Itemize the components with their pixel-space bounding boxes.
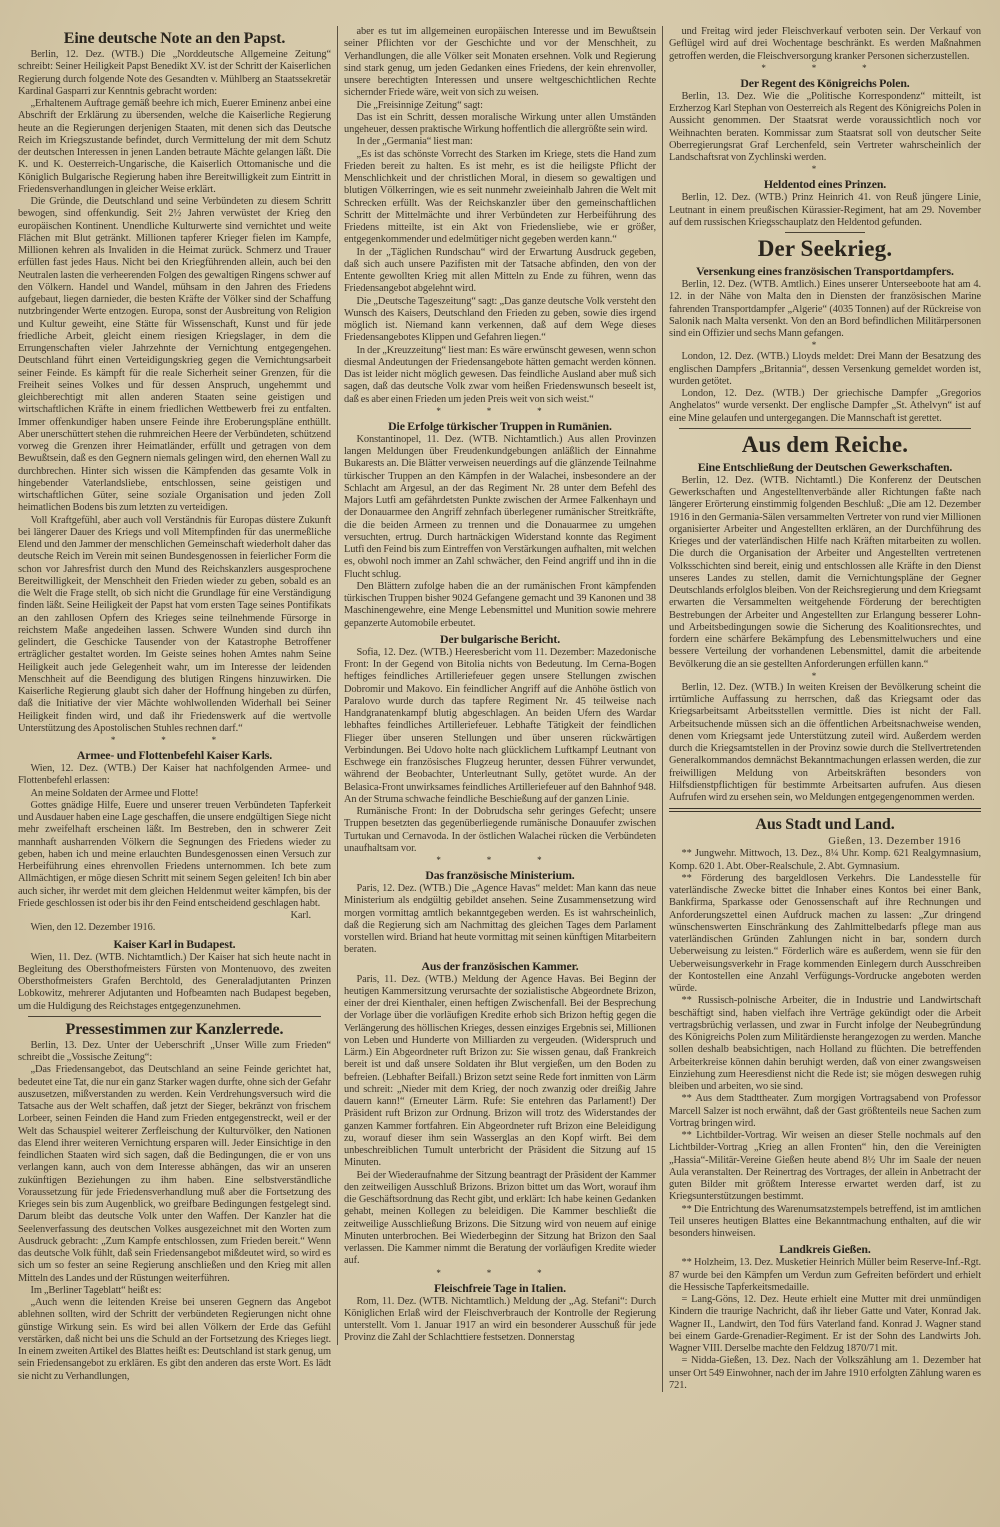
- column-1: [12, 26, 337, 1383]
- article-headline: Eine deutsche Note an den Papst.: [63, 30, 286, 47]
- newspaper-page: [12, 0, 988, 1392]
- article-paragraph: Die „Deutsche Tageszeitung“ sagt: „Das ganze deutsche Volk versteht den Wunsch des Kaisers, Deutschland den Frieden zu geben, sowie dies irgend möglich ist. Niemand kann verkennen, daß auf dem Wege dieses Friedensangebotes Klippen und Gefahren liegen.“: [344, 295, 656, 344]
- article-paragraph: Berlin, 12. Dez. (WTB.) Die „Norddeutsche Allgemeine Zeitung“ schreibt: Seiner Heiligkeit Papst Benedikt XV. ist der Schritt der Kaiserlichen Regierung durch folgende Note des Gesandten v. Mühlberg an Staatssekretär Kardinal Gasparri zur Kenntnis gebracht worden:: [18, 49, 331, 97]
- article-paragraph: Rumänische Front: In der Dobrudscha sehr geringes Gefecht; unsere Truppen besetzten das gegenüberliegende rumänische Donauufer zwischen Turtukan und Cernavoda. In der östlichen Walachei rücken die Verbündeten unaufhaltsam vor.: [344, 806, 656, 854]
- article-paragraph: ** Russisch-polnische Arbeiter, die in Industrie und Landwirtschaft beschäftigt sind, haben vielfach ihre Verträge gekündigt oder die Arbeit vertragsbrüchig verlassen, und zwar in Furcht infolge der Neubegründung des Königreichs Polen zum Militärdienste herangezogen zu werden. Manche sollen deshalb beabsichtigen, nach Holland zu flüchten. Die betreffenden Arbeiterkreise können dahin beruhigt werden, daß von einer zwangsweisen Einziehung zum Heeresdienst nicht die Rede ist; sie mögen deswegen ruhig bleiben und arbeiten, wo sie sind.: [669, 995, 981, 1092]
- article-paragraph: „Auch wenn die leitenden Kreise bei unseren Gegnern das Angebot ablehnen sollten, wird der Schritt der verbündeten Regierungen nicht ohne günstige Wirkung sein. Es wird bei allen Völkern der Erde das Gefühl verstärken, daß nicht bei uns die Schuld an der Fortsetzung des Krieges liegt. In einem zweiten Artikel des Blattes heißt es: Deutschland ist stark genug, um sein Friedensangebot zu erklären. Es gibt den anderen das erste Wort. Es lädt sie nicht zu Verhandlungen,: [18, 1297, 331, 1382]
- article-paragraph: Sofia, 12. Dez. (WTB.) Heeresbericht vom 11. Dezember: Mazedonische Front: In der Gegend von Bitolia nichts von Bedeutung. Im Cerna-Bogen heftiges feindliches Artilleriefeuer gegen unsere Stellungen zwischen Dobromir und Makovo. Ein feindlicher Angriff auf die Anhöhe östlich von Paralovo wurde durch das tapfere Regiment Nr. 45 teilweise nach Handgranatenkampf blutig abgeschlagen. An beiden Ufern des Wardar lebhaftes feindliches Artilleriefeuer. Lebhafte Tätigkeit der feindlichen Flieger über unseren Stellungen und über unseren rückwärtigen Verbindungen. Bei Udovo holte nach glücklichem Luftkampf Leutnant von Eschwege ein französisches Flugzeug herunter, dessen Führer verwundet, während der Beobachter, Unterleutnant Sully, getötet wurde. An der Belasica-Front unwirksames feindliches Artilleriefeuer auf den Bahnhof 948. An der Struma schwache feindliche Beschießung auf der ganzen Linie.: [344, 646, 656, 805]
- article-paragraph: aber es tut im allgemeinen europäischen Interesse und im Bewußtsein seiner Pflichten vor der Geschichte und vor der Menschheit, zu Verhandlungen, die alle Völker seit Monaten ersehnen. Volk und Regierung sind stark genug, um jeden Gedanken eines Friedens, der kein ehrenvoller, unsere berechtigten Interessen und unsere weltgeschichtlichen Rechte sichernder Friede wäre, weit von sich zu weisen.: [344, 26, 656, 99]
- article-paragraph: „Erhaltenem Auftrage gemäß beehre ich mich, Euerer Eminenz anbei eine Abschrift der Erklärung zu übersenden, welche die Kaiserliche Regierung heute an die Regierungen derjenigen Staaten, mit denen sich das Deutsche Reich im Kriegszustande befindet, durch Vermittelung der mit dem Schutz der deutschen Interessen in jenen Landen betraute Mächte gelangen läßt. Die K. und K. Oesterreich-Ungarische, die Kaiserlich Ottomanische und die Königlich Bulgarische Regierung haben ihre Bereitwilligkeit zum Eintritt in Friedensverhandlungen in gleicher Weise erklärt.: [18, 98, 331, 195]
- separator-asterisks: * * *: [761, 62, 889, 73]
- column-2: [337, 26, 662, 1345]
- article-paragraph: Berlin, 12. Dez. (WTB. Nichtamtl.) Die Konferenz der Deutschen Gewerkschaften und Angestelltenverbände aller Richtungen faßte nach längerer Erörterung einstimmig folgenden Beschluß: „Die am 12. Dezember 1916 in den Germania-Sälen versammelten Vertreter von rund vier Millionen organisierter Arbeiter und Angestellten erklären, an der Durchführung des Krieges und der vaterländischen Hilfe nach Kräften mitarbeiten zu wollen. Die durch die Organisation der Arbeiter und Angestellten vertretenen Volksschichten sind bereit, einig und entschlossen alle Kräfte in den Dienst unseres Landes zu stellen, damit die Vernichtungspläne der Gegner Deutschlands erfolglos bleiben. Von der Reichsregierung und dem Kriegsamt erwarten die Versammelten weitgehende Förderung der berechtigten Bestrebungen der Arbeiter und Angestellten zur Erlangung besserer Lohn- und Arbeitsbedingungen sowie die Sicherung des Koalitionsrechtes, und fordern eine schärfere Bekämpfung des Lebensmittelwuchers und eine bessere Verteilung der vorhandenen Lebensmittel, damit die arbeitende Bevölkerung die an sie gestellten Anforderungen erfüllen kann.“: [669, 474, 981, 670]
- article-paragraph: Berlin, 13. Dez. Unter der Ueberschrift „Unser Wille zum Frieden“ schreibt die „Vossische Zeitung“:: [18, 1039, 331, 1063]
- article-paragraph: „Das Friedensangebot, das Deutschland an seine Feinde gerichtet hat, bedeutet eine Tat, die nur ein ganz Starker wagen durfte, ohne sich der Gefahr auszusetzen, mißverstanden zu werden. Kein Verdrehungsversuch wird die Tatsache aus der Welt schaffen, daß jetzt der Sieger, bekränzt von frischem Lorbeer, seinen Feinden die Hand zum Frieden entgegenstreckt, weil er der Welt das Schauspiel weiterer Zerfleischung der Kulturvölker, den Nationen das Elend ihrer weiteren Vernichtung ersparen will. Jeder Einsichtige in den feindlichen Staaten wird sich sagen, daß die Bedingungen, die er von uns verlangen kann, auch von dem Interesse abhängen, das wir an unseren zukünftigen Beziehungen zu ihm haben. Eine selbstverständliche Voraussetzung für jede Friedensverhandlung muß aber die Fortsetzung des Krieges sein bis zum Augenblick, wo greifbare Bedingungen festgelegt sind. Darum bleibt das deutsche Volk unter den Waffen. Der Kanzler hat die Seelenverfassung des deutschen Volkes ausgezeichnet mit den Worten zum Ausdruck gebracht: „Zum Kampfe entschlossen, zum Frieden bereit.“ Wenn das deutsche Volk fühlt, daß sein Friedensangebot mißdeutet wird, so wird es sich um so fester an seine Regierung anschließen und den Krieg mit allen Mitteln des Landes und der Rüstungen weiterführen.: [18, 1064, 331, 1284]
- divider-rule: [28, 1016, 321, 1017]
- article-paragraph: Wien, 11. Dez. (WTB. Nichtamtlich.) Der Kaiser hat sich heute nacht in Begleitung des Obersthofmeisters Fürsten von Montenuovo, des zweiten Obersthofmeisters Grafen Berchtold, des Generaladjutanten Prinzen Lobkowitz, mehrerer Adjutanten und Hofbeamten nach Budapest begeben, um die Huldigung des Reichstages entgegenzunehmen.: [18, 951, 331, 1012]
- article-paragraph: London, 12. Dez. (WTB.) Der griechische Dampfer „Gregorios Anghelatos“ wurde versenkt. Der englische Dampfer „St. Athelvyn“ ist auf eine Mine gelaufen und untergegangen. Die Mannschaft ist gerettet.: [669, 388, 981, 424]
- article-paragraph: Rom, 11. Dez. (WTB. Nichtamtlich.) Meldung der „Ag. Stefani“: Durch Königlichen Erlaß wird der Fleischverbrauch der Kontrolle der Regierung unterstellt. Vom 1. Januar 1917 an wird ein besonderer Ausschuß für jede Provinz die Zahl der Schlachttiere festsetzen. Donnerstag: [344, 1295, 656, 1344]
- article-paragraph: ** Die Entrichtung des Warenumsatzstempels betreffend, ist im amtlichen Teil unseres heutigen Blattes eine Bekanntmachung enthalten, auf die wir besonders hinweisen.: [669, 1203, 981, 1239]
- article-paragraph: Voll Kraftgefühl, aber auch voll Verständnis für Europas düstere Zukunft bei längerer Dauer des Kriegs und voll Mitempfinden für das unermeßliche Elend und den Jammer der menschlichen Gemeinschaft wiederholt daher das deutsche Reich im Verein mit seinen Bundesgenossen in feierlicher Form die schon vor Jahresfrist durch den Mund des Reichskanzlers ausgesprochene Bereitwilligkeit, der Menschheit den Frieden wieder zu geben, sobald es an die Welt die Frage stellt, ob sich nicht die Grundlage für eine Verständigung finden läßt. Seine Heiligkeit der Papst hat vom ersten Tage seines Pontifikats an den zahllosen Opfern des Krieges seine teilnehmende Fürsorge in reichstem Maße angedeihen lassen. Schwere Wunden sind durch ihn gelindert, die Geschicke Tausender von der Katastrophe Betroffener erträglicher gestaltet worden. Im Geiste seines hohen Amtes nahm Seine Heiligkeit auch jede Gelegenheit wahr, um im Interesse der leidenden Menschheit auf die Beendigung des blutigen Ringens hinzuwirken. Die Kaiserliche Regierung glaubt sich daher der Hoffnung hingeben zu dürfen, daß die Initiative der vier Mächte wohlwollenden Widerhall bei Seiner Heiligkeit finden wird, und daß ihr Friedenswerk auf die wertvolle Unterstützung des Apostolischen Stuhles rechnen darf.“: [18, 514, 331, 734]
- separator-asterisks: * * *: [436, 1267, 564, 1278]
- article-headline: Pressestimmen zur Kanzlerrede.: [65, 1020, 284, 1038]
- article-paragraph: Berlin, 13. Dez. Wie die „Politische Korrespondenz“ mitteilt, ist Erzherzog Karl Stephan von Oesterreich als Regent des Königreichs Polen in Aussicht genommen. Der Staatsrat werde voraussichtlich noch vor Weihnachten beraten. Kommissar zum Staatsrat soll von deutscher Seite Oberregierungsrat Graf Lerchenfeld, sein Vertreter wahrscheinlich der Landschaftsrat von Zychlinski werden.: [669, 90, 981, 163]
- divider-rule: [679, 428, 971, 429]
- article-paragraph: Die „Freisinnige Zeitung“ sagt:: [356, 99, 483, 111]
- article-subheadline: Aus der französischen Kammer.: [421, 958, 579, 973]
- short-divider-rule: [785, 232, 865, 233]
- article-paragraph: An meine Soldaten der Armee und Flotte!: [30, 787, 199, 799]
- article-paragraph: Wien, den 12. Dezember 1916.: [30, 922, 156, 934]
- dateline: Gießen, 13. Dezember 1916: [828, 835, 961, 848]
- article-paragraph: Berlin, 12. Dez. (WTB.) In weiten Kreisen der Bevölkerung scheint die irrtümliche Auffassung zu herrschen, daß das Kriegsamt oder das Kriegsarbeitsamt Arbeitsstellen vermittle. Dies ist nicht der Fall. Arbeitsuchende müssen sich an die öffentlichen Arbeitsnachweise wenden, denen vom Kriegsamt jede Unterstützung zuteil wird. Außerdem werden durch die Kriegsamtstellen in der Provinz sowie durch die Stellvertretenden Generalkommandos demnächst Bekanntmachungen erlassen werden, die zur freiwilligen Meldung von Arbeitskräften besonders von Hilfsdienstpflichtigen für bestimmte Arbeitsarten aufrufen. Aus diesen Aufrufen wird zu ersehen sein, wo Meldungen entgegengenommen werden.: [669, 681, 981, 803]
- article-paragraph: Berlin, 12. Dez. (WTB.) Prinz Heinrich 41. von Reuß jüngere Linie, Leutnant in einem preußischen Kürassier-Regiment, hat am 29. November auf dem russischen Kriegsschauplatz den Heldentod gefunden.: [669, 192, 981, 228]
- article-paragraph: Konstantinopel, 11. Dez. (WTB. Nichtamtlich.) Aus allen Provinzen langen Meldungen über Freudenkundgebungen anläßlich der Einnahme Bukarests an. Die Blätter verweisen neuerdings auf die glänzende Teilnahme türkischer Truppen an den Kämpfen in der Walachei, insbesondere an der Schlacht am Argesul, an der das Regiment Nr. 28 unter dem Befehl des Majors Lutfi am gefährdetsten Punkte zwischen der Armee Falkenhayn und der Donauarmee den Angriff zehnfach überlegener rumänischer Streitkräfte, die die beiden Armeen zu trennen und die Donauarmee zu umgehen versuchten, ertrug. Durch hartnäckigen Widerstand konnte das Regiment Lutfi den Feind bis zum Eintreffen von Verstärkungen aufhalten, mit welchen es, obwohl noch immer an Zahl schwächer, den Feind angriff und ihn in die Flucht schlug.: [344, 433, 656, 580]
- article-paragraph: ** Holzheim, 13. Dez. Musketier Heinrich Müller beim Reserve-Inf.-Rgt. 87 wurde bei den Kämpfen um Verdun zum Gefreiten befördert und erhielt die Hessische Tapferkeitsmedaille.: [669, 1257, 981, 1293]
- article-subheadline: Der bulgarische Bericht.: [439, 631, 561, 646]
- article-paragraph: London, 12. Dez. (WTB.) Lloyds meldet: Drei Mann der Besatzung des englischen Dampfers „Britannia“, dessen Versenkung gemeldet worden ist, wurden getötet.: [669, 351, 981, 387]
- article-paragraph: Gottes gnädige Hilfe, Euere und unserer treuen Verbündeten Tapferkeit und Ausdauer haben eine Lage geschaffen, die unsere endgültigen Siege nicht mehr zweifelhaft erscheinen läßt. Im Bestreben, den in schwerer Zeit mannhaft ausharrenden Völkern die Segnungen des Friedens wieder zu geben, haben ich und meine erlauchten Bundesgenossen einen Versuch zur Herbeiführung eines ehrenvollen Friedens unternommen. Ich bete zum Allmächtigen, er möge diesen Schritt mit seinem Segen geleiten! Ich bin aber auch sicher, ihr werdet mit dem gleichen Heldenmut weiter kämpfen, bis der Friede geschlossen ist oder bis ihr den Feind entscheidend geschlagen habt.: [18, 799, 331, 909]
- article-paragraph: Den Blättern zufolge haben die an der rumänischen Front kämpfenden türkischen Truppen bisher 9024 Gefangene gemacht und 39 Kanonen und 38 Maschinengewehre, eine Menge Lebensmittel und Munition sowie mehrere gepanzerte Automobile erbeutet.: [344, 580, 656, 629]
- article-paragraph: Paris, 12. Dez. (WTB.) Die „Agence Havas“ meldet: Man kann das neue Ministerium als endgültig gebildet ansehen. Seine Zusammensetzung wird morgen vormittag amtlich bekanntgegeben werden. Es ist wahrscheinlich, daß die Regierung sich am Nachmittag des gleichen Tages dem Parlament vorstellen wird. Briand hat heute vormittag mit seinen künftigen Mitarbeitern beraten.: [344, 883, 656, 956]
- section-heading: Aus dem Reiche.: [741, 431, 909, 457]
- article-subheadline: Eine Entschließung der Deutschen Gewerkschaften.: [697, 459, 953, 474]
- column-3: [662, 26, 987, 1392]
- article-headline: Aus Stadt und Land.: [755, 816, 895, 834]
- article-subheadline: Der Regent des Königreichs Polen.: [740, 75, 910, 90]
- article-paragraph: ** Aus dem Stadttheater. Zum morgigen Vortragsabend von Professor Marcell Salzer ist noch erwähnt, daß der Gast größtenteils neue Sachen zum Vortrag bringen wird.: [669, 1093, 981, 1129]
- article-paragraph: ** Lichtbilder-Vortrag. Wir weisen an dieser Stelle nochmals auf den Lichtbilder-Vortrag „Krieg an allen Fronten“ hin, den die Vereinigten „Hassia“-Militär-Vereine Gießen heute abend 8½ Uhr im Saale der neuen Aula veranstalten. Der Reinertrag des Vortrages, der allein in Anbetracht der guten Bilder mit größtem Interesse erwartet werden darf, ist zu Kriegsunterstützungen bestimmt.: [669, 1130, 981, 1203]
- separator-asterisks: *: [811, 670, 839, 681]
- double-divider-rule: [669, 808, 981, 812]
- article-subheadline: Die Erfolge türkischer Truppen in Rumänien.: [388, 418, 612, 433]
- article-paragraph: In der „Täglichen Rundschau“ wird der Erwartung Ausdruck gegeben, daß sich auch unsere Pazifisten mit der Tatsache abfinden, den von der Entente gewollten Krieg mit allen Mitteln zu Ende zu führen, wenn das Friedensangebot abgelehnt wird.: [344, 246, 656, 295]
- separator-asterisks: * * *: [110, 735, 239, 745]
- article-subheadline: Heldentod eines Prinzen.: [763, 177, 887, 192]
- article-paragraph: Paris, 11. Dez. (WTB.) Meldung der Agence Havas. Bei Beginn der heutigen Kammersitzung verursachte der sozialistische Abgeordnete Brizon, einer der drei Kienthaler, einen heftigen Zwischenfall. Bei der Besprechung der Vorlage über die vorläufigen Kredite erhob sich Brizon heftig gegen die Verlängerung des höllischen Krieges, dessen einziges Ergebnis sei, Millionen von Leben und Hunderte von Milliarden zu vergeuden. (Widerspruch und Lärm.) Ein Abgeordneter ruft Brizon zu: Sie wissen genau, daß Frankreich bereit ist und daß unsere Soldaten ihr Blut vergießen, um den Boden zu befreien. (Lebhafter Beifall.) Brizon setzt seine Rede fort inmitten von Lärm und schreit: „Nieder mit dem Krieg, der noch zwanzig oder dreißig Jahre dauern kann!“ (Erneuter Lärm. Rufe: Sie entehren das Parlament!) Der Präsident ruft Brizon zur Ordnung. Brizon will trotz des Widerstandes der ganzen Kammer fortfahren. Ein Abgeordneter ruft Brizon eine Beleidigung zu, worauf dieser ihm sein Wasserglas an den Kopf wirft. Bei dem unbeschreiblichen Tumult unterbricht der Präsident die Sitzung auf 15 Minuten.: [344, 973, 656, 1169]
- article-subheadline: Das französische Ministerium.: [425, 868, 575, 882]
- separator-asterisks: *: [811, 164, 839, 175]
- article-paragraph: In der „Kreuzzeitung“ liest man: Es wäre erwünscht gewesen, wenn schon diesmal Andeutungen der Friedensangebote hätten gemacht werden können. Das ist leider nicht möglich gewesen. Das feindliche Ausland aber muß sich sagen, daß das deutsche Volk zwar vom heißen Friedenswunsch beseelt ist, daß es aber einen Frieden um jeden Preis weit von sich weist.“: [344, 344, 656, 405]
- article-paragraph: In der „Germania“ liest man:: [356, 136, 473, 148]
- article-paragraph: = Nidda-Gießen, 13. Dez. Nach der Volkszählung am 1. Dezember hat unser Ort 549 Einwohner, nach der im Jahre 1910 erfolgten Zählung waren es 721.: [669, 1355, 981, 1391]
- article-subheadline: Versenkung eines französischen Transportdampfers.: [696, 264, 954, 278]
- article-paragraph: Bei der Wiederaufnahme der Sitzung beantragt der Präsident der Kammer den zeitweiligen Ausschluß Brizons. Brizon bittet um das Wort, worauf ihm die Geschäftsordnung das Recht gibt, und erklärt: Ich habe keinen Gedanken gehabt, meinen Kollegen zu beleidigen. Die Kammer beschließt die zeitweilige Ausschließung Brizons. Die Sitzung wird von neuem auf einige Minuten unterbrochen. Bei Wiederbeginn der Sitzung hat Brizon den Saal verlassen. Die Kammer nimmt die Beratung der vorläufigen Kredite wieder auf.: [344, 1169, 656, 1267]
- article-subheadline: Armee- und Flottenbefehl Kaiser Karls.: [76, 748, 273, 762]
- section-heading: Der Seekrieg.: [757, 236, 893, 261]
- article-paragraph: = Lang-Göns, 12. Dez. Heute erhielt eine Mutter mit drei unmündigen Kindern die traurige Nachricht, daß ihr lieber Gatte und Vater, Konrad Jak. Wagner II., Landwirt, den Tod fürs Vaterland fand. Konrad J. Wagner stand bei einem Garde-Grenadier-Regiment. Er ist der Sohn des Landwirts Joh. Wagner VIII. Derselbe machte den Feldzug 1870/71 mit.: [669, 1294, 981, 1354]
- article-paragraph: Wien, 12. Dez. (WTB.) Der Kaiser hat nachfolgenden Armee- und Flottenbefehl erlassen:: [18, 763, 331, 787]
- article-subheadline: Kaiser Karl in Budapest.: [113, 936, 236, 951]
- article-paragraph: Das ist ein Schritt, dessen moralische Wirkung unter allen Umständen ungeheuer, dessen praktische Wirkung hoffentlich die allergrößte sein wird.: [344, 111, 656, 135]
- article-paragraph: und Freitag wird jeder Fleischverkauf verboten sein. Der Verkauf von Geflügel wird auf drei Wochentage beschränkt. Es werden Maßnahmen getroffen werden, die Fleischversorgung kranker Personen sicherzustellen.: [669, 26, 981, 62]
- signature: Karl.: [290, 910, 311, 921]
- article-paragraph: ** Förderung des bargeldlosen Verkehrs. Die Landesstelle für vaterländische Zwecke bittet die Inhaber eines Kontos bei einer Bank, Bankfirma, Sparkasse oder Genossenschaft auf ihre Rechnungen und Anforderungszettel einen Aufdruck machen zu lassen: „Zur dringend wünschenswerten Einschränkung des Zahlmittelbedarfs pflege man aus vaterländischen Gründen Zahlungen nicht in bar, sondern durch Ueberweisung zu leisten.“ Förderlich wäre es außerdem, wenn sie für den Ueberweisungsverkehr in Frage kommenden Einlegern durch Ausschreiben der Kontostellen eine Anzahl Verfügungs-Vordrucke angeboten werden würde.: [669, 872, 981, 994]
- article-subheadline: Fleischfreie Tage in Italien.: [434, 1280, 566, 1295]
- article-paragraph: Im „Berliner Tageblatt“ heißt es:: [30, 1284, 162, 1296]
- article-paragraph: Berlin, 12. Dez. (WTB. Amtlich.) Eines unserer Unterseeboote hat am 4. 12. in der Nähe von Malta den in Diensten der französischen Marine fahrenden Transportdampfer „Algerie“ (4035 Tonnen) auf der Rückreise von Salonik nach Malta versenkt. Von den an Bord befindlichen Militärpersonen sind ein Offizier und sechs Mann gefangen.: [669, 279, 981, 339]
- article-paragraph: ** Jungwehr. Mittwoch, 13. Dez., 8¼ Uhr. Komp. 621 Realgymnasium, Komp. 620 1. Abt. Ober-Realschule, 2. Abt. Gymnasium.: [669, 848, 981, 872]
- article-subheadline: Landkreis Gießen.: [779, 1242, 871, 1257]
- article-paragraph: „Es ist das schönste Vorrecht des Starken im Kriege, stets die Hand zum Frieden bereit zu halten. Es ist mehr, es ist die heiligste Pflicht der Menschlichkeit und der christlichen Moral, in diesem so gewaltigen und blutigen Völkerringen, wie es seit nunmehr zweieinhalb Jahren die Welt mit Schrecken erfüllt. Was der Reichskanzler über den gemeinschaftlichen Schritt der Mittelmächte und ihrer Verbündeten zur Herbeiführung des Friedens mitteilte, ist ein Akt von Friedensliebe, wie er größer, entgegenkommender und edelmütiger nicht gegeben werden kann.“: [344, 148, 656, 246]
- separator-asterisks: * * *: [436, 855, 564, 865]
- separator-asterisks: *: [811, 340, 839, 351]
- separator-asterisks: * * *: [436, 405, 564, 416]
- article-paragraph: Die Gründe, die Deutschland und seine Verbündeten zu diesem Schritt bewogen, sind offenkundig. Seit 2½ Jahren verwüstet der Krieg den europäischen Kontinent. Unendliche Kulturwerte sind vernichtet und weite Flächen mit Blut getränkt. Millionen tapferer Krieger fielen im Kampfe, Millionen kehren als Invaliden in die Heimat zurück. Schmerz und Trauer erfüllen fast jedes Haus. Nicht bei den Kriegführenden allein, auch bei den Neutralen lasten die verheerenden Folgen des gewaltigen Ringens schwer auf den Völkern. Handel und Wandel, mühsam in den Jahren des Friedens aufgebaut, liegen darnieder, die besten Kräfte der Völker sind der Schaffung nutzbringender Werte entzogen. Europa, sonst der Ausbreitung von Religion und Kultur geweiht, eine Stätte für Wissenschaft, Kunst und für jede friedliche Arbeit, gleicht einem riesigen Kriegslager, in dem die Errungenschaften vieler Jahrzehnte der Vernichtung entgegengehen. Deutschland führt einen Verteidigungskrieg gegen die Vernichtungsarbeit seiner Feinde. Es kämpft für die reale Sicherheit seiner Grenzen, für die Freiheit seines Volkes und für dessen Anspruch, ungehemmt und gleichberechtigt mit allen anderen Staaten seine geistigen und wirtschaftlichen Kräfte in einem friedlichen Wettbewerb frei zu entfalten. Immer offenkundiger haben unsere Feinde ihre Eroberungspläne enthüllt. Aber unerschüttert stehen die ruhmreichen Heere der Verbündeten, schützend vorweg die Grenzen ihrer Heimatländer, erfüllt und getragen von dem Bewußtsein, daß es den Gegnern niemals gelingen wird, den ehernen Wall zu durchbrechen. Hinter sich wissen die Kämpfenden das gesamte Volk in hingebender Vaterlandsliebe, entschlossen, seine geistigen und wirtschaftlichen Güter, seine soziale Organisation und jeden Zoll heimatlichen Bodens bis zum letzten zu verteidigen.: [18, 196, 331, 514]
